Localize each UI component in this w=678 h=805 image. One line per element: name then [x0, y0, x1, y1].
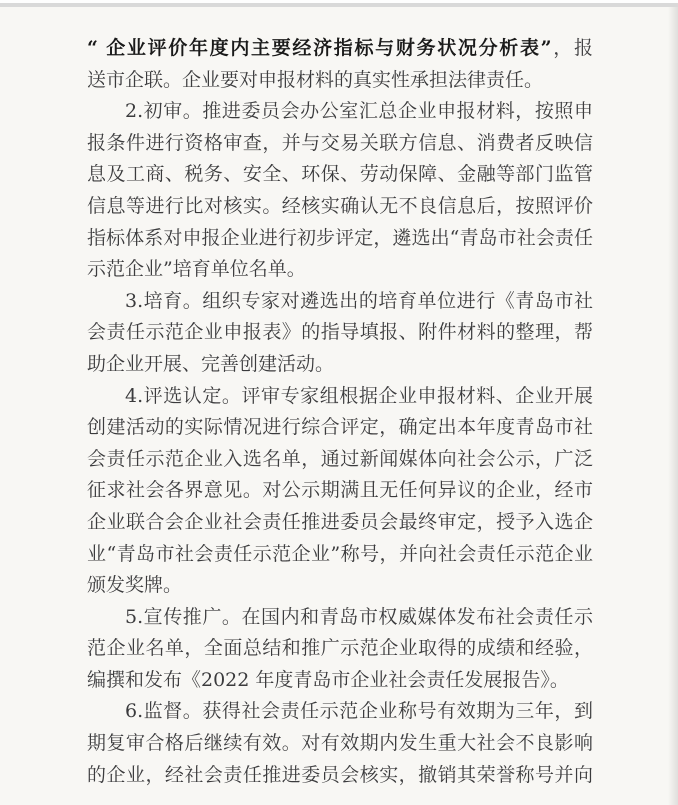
text-segment: 范企业名单，全面总结和推广示范企业取得的成绩和经验，: [87, 637, 593, 660]
text-line: [87, 412, 593, 444]
text-line: [87, 128, 593, 160]
text-line: [87, 33, 593, 65]
text-segment: 会责任示范企业入选名单，通过新闻媒体向社会公示，广泛: [87, 447, 593, 470]
text-segment: 征求社会各界意见。对公示期满且无任何异议的企业，经市: [87, 479, 593, 502]
text-line: [87, 570, 593, 602]
text-segment: 编撰和发布《2022 年度青岛市企业社会责任发展报告》。: [87, 668, 569, 691]
text-segment: 助企业开展、完善创建活动。: [87, 352, 335, 375]
document-text-block: [87, 33, 593, 791]
text-line: [87, 728, 593, 760]
text-segment: 期复审合格后继续有效。对有效期内发生重大社会不良影响: [87, 732, 593, 755]
text-line: [87, 223, 593, 255]
text-line: [87, 191, 593, 223]
text-line: [87, 65, 593, 97]
text-line: [87, 444, 593, 476]
text-line: [87, 381, 593, 413]
text-segment: 送市企联。企业要对申报材料的真实性承担法律责任。: [87, 68, 544, 91]
text-line: [87, 760, 593, 792]
text-segment: 3.培育。组织专家对遴选出的培育单位进行《青岛市社: [125, 289, 593, 312]
text-segment: 示范企业”培育单位名单。: [87, 258, 306, 281]
text-line: [87, 633, 593, 665]
text-line: [87, 96, 593, 128]
text-segment: ，报: [551, 37, 593, 59]
text-line: [87, 159, 593, 191]
text-segment: 5.宣传推广。在国内和青岛市权威媒体发布社会责任示: [125, 605, 593, 628]
text-line: [87, 696, 593, 728]
text-line: [87, 317, 593, 349]
text-line: [87, 539, 593, 571]
document-page: [0, 7, 678, 805]
text-segment: 会责任示范企业申报表》的指导填报、附件材料的整理，帮: [87, 321, 593, 344]
text-line: [87, 507, 593, 539]
text-segment: 业“青岛市社会责任示范企业”称号，并向社会责任示范企业: [87, 542, 593, 565]
text-segment: 创建活动的实际情况进行综合评定，确定出本年度青岛市社: [87, 416, 593, 439]
text-segment: 企业联合会企业社会责任推进委员会最终审定，授予入选企: [87, 510, 593, 533]
text-segment: 2.初审。推进委员会办公室汇总企业申报材料，按照申: [125, 100, 593, 123]
text-line: [87, 475, 593, 507]
text-segment: 的企业，经社会责任推进委员会核实，撤销其荣誉称号并向: [87, 763, 593, 786]
text-segment: 颁发奖牌。: [87, 574, 183, 597]
scan-right-shadow: [668, 7, 678, 805]
text-line: [87, 286, 593, 318]
text-line: [87, 602, 593, 634]
text-segment: 息及工商、税务、安全、环保、劳动保障、金融等部门监管: [87, 163, 593, 186]
text-segment: 信息等进行比对核实。经核实确认无不良信息后，按照评价: [87, 194, 593, 217]
text-line: [87, 254, 593, 286]
bold-text-segment: “ 企业评价年度内主要经济指标与财务状况分析表”: [87, 37, 552, 59]
text-line: [87, 349, 593, 381]
text-segment: 4.评选认定。评审专家组根据企业申报材料、企业开展: [125, 384, 593, 407]
text-segment: 指标体系对申报企业进行初步评定，遴选出“青岛市社会责任: [87, 226, 593, 249]
text-segment: 报条件进行资格审查，并与交易关联方信息、消费者反映信: [87, 131, 593, 154]
text-line: [87, 665, 593, 697]
text-segment: 6.监督。获得社会责任示范企业称号有效期为三年，到: [125, 700, 593, 723]
